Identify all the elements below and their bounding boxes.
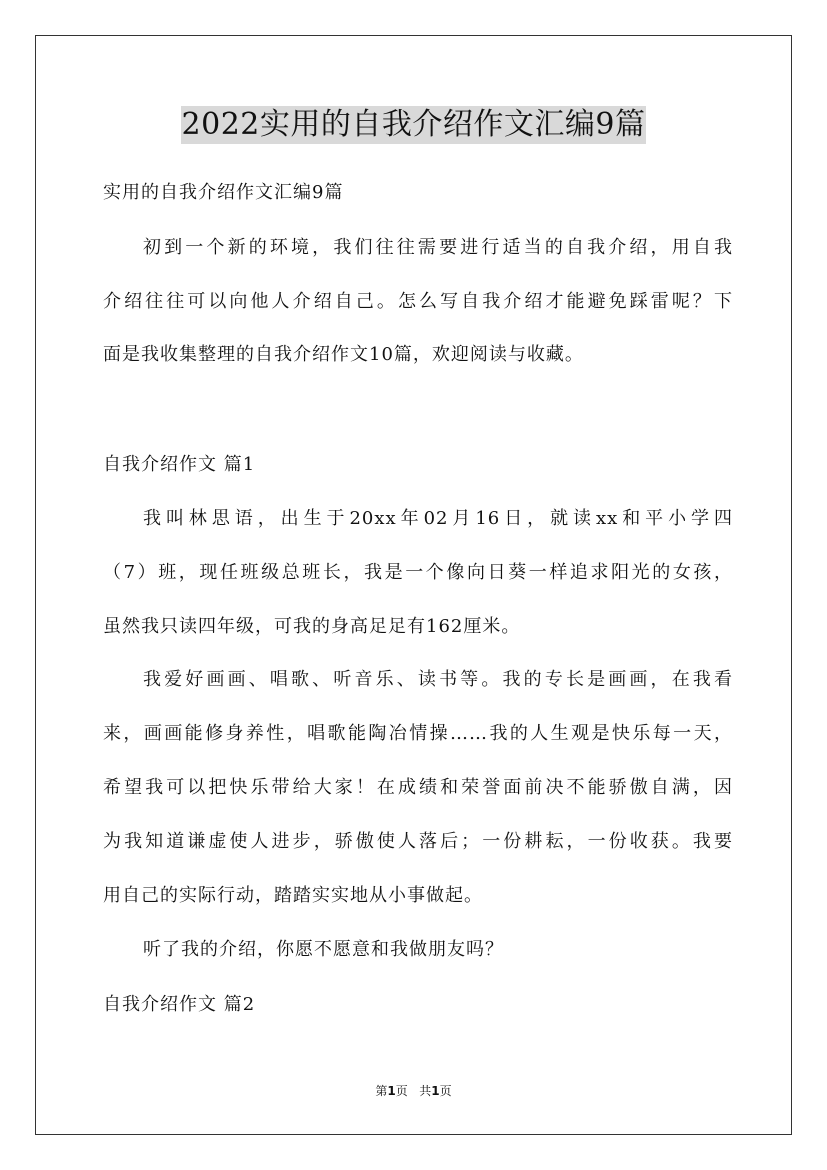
footer-page-prefix: 第 bbox=[375, 1084, 388, 1098]
section-1-p2-line-3: 希望我可以把快乐带给大家！在成绩和荣誉面前决不能骄傲自满，因 bbox=[103, 777, 733, 798]
section-1-p1-line-3: 虽然我只读四年级，可我的身高足足有162厘米。 bbox=[103, 616, 521, 637]
document-subtitle: 实用的自我介绍作文汇编9篇 bbox=[103, 182, 344, 203]
section-1-heading: 自我介绍作文 篇1 bbox=[103, 454, 256, 475]
intro-line-1: 初到一个新的环境，我们往往需要进行适当的自我介绍，用自我 bbox=[143, 237, 733, 258]
section-1-p2-line-2: 来，画画能修身养性，唱歌能陶冶情操……我的人生观是快乐每一天， bbox=[103, 723, 733, 744]
page-footer bbox=[0, 1083, 827, 1099]
intro-line-3: 面是我收集整理的自我介绍作文10篇，欢迎阅读与收藏。 bbox=[103, 344, 584, 365]
section-1-p2-line-4: 为我知道谦虚使人进步，骄傲使人落后；一份耕耘，一份收获。我要 bbox=[103, 831, 733, 852]
document-title bbox=[0, 104, 827, 144]
section-2-heading: 自我介绍作文 篇2 bbox=[103, 994, 256, 1015]
intro-line-2: 介绍往往可以向他人介绍自己。怎么写自我介绍才能避免踩雷呢？下 bbox=[103, 291, 733, 312]
section-1-p3: 听了我的介绍，你愿不愿意和我做朋友吗？ bbox=[143, 939, 504, 960]
footer-page-total: 1 bbox=[431, 1084, 440, 1098]
document-title-text: 2022实用的自我介绍作文汇编9篇 bbox=[181, 107, 646, 142]
section-1-p1-line-2: （7）班，现任班级总班长，我是一个像向日葵一样追求阳光的女孩， bbox=[103, 562, 733, 583]
footer-page-number: 1 bbox=[387, 1084, 396, 1098]
footer-page-suffix: 页 bbox=[439, 1084, 452, 1098]
section-1-p2-line-5: 用自己的实际行动，踏踏实实地从小事做起。 bbox=[103, 885, 483, 906]
section-1-p2-line-1: 我爱好画画、唱歌、听音乐、读书等。我的专长是画画，在我看 bbox=[143, 669, 733, 690]
section-1-p1-line-1: 我叫林思语，出生于20xx年02月16日，就读xx和平小学四 bbox=[143, 508, 733, 529]
footer-page-mid: 页 共 bbox=[395, 1084, 432, 1098]
